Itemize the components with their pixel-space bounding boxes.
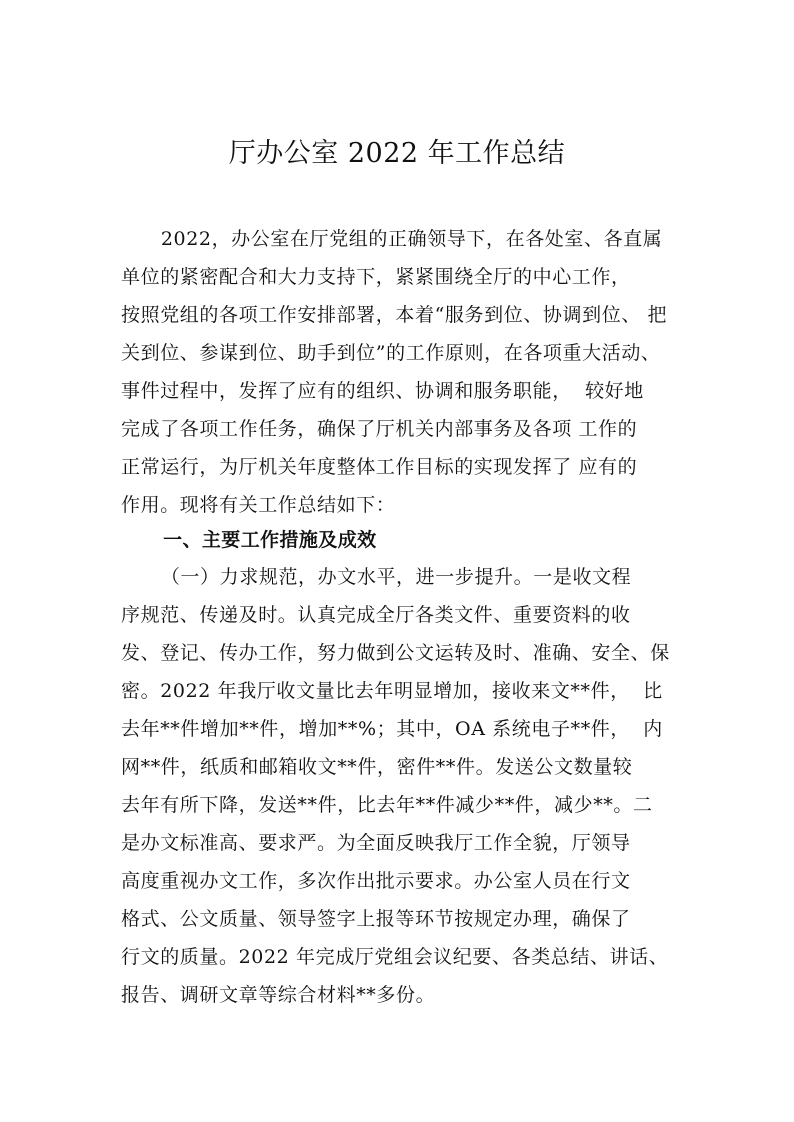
page-title: 厅办公室 2022 年工作总结 [228, 138, 566, 169]
intro-line: 完成了各项工作任务，确保了厅机关内部事务及各项 工作的 [121, 418, 638, 440]
intro-line: 事件过程中，发挥了应有的组织、协调和服务职能， 较好地 [121, 380, 644, 402]
body-line: 发、登记、传办工作，努力做到公文运转及时、准确、安全、保 [121, 642, 670, 664]
intro-line: 单位的紧密配合和大力支持下，紧紧围绕全厅的中心工作， [121, 266, 631, 288]
intro-line: 2022，办公室在厅党组的正确领导下，在各处室、各直属 [121, 228, 663, 250]
body-line: 去年有所下降，发送**件，比去年**件减少**件，减少**。二 [121, 794, 653, 816]
body-line: 行文的质量。2022 年完成厅党组会议纪要、各类总结、讲话、 [121, 946, 669, 968]
intro-line: 正常运行，为厅机关年度整体工作目标的实现发挥了 应有的 [121, 456, 638, 478]
intro-line: 按照党组的各项工作安排部署，本着“服务到位、协调到位、 把 [121, 304, 668, 326]
intro-line: 作用。现将有关工作总结如下： [121, 494, 396, 516]
body-line: 是办文标准高、要求严。为全面反映我厅工作全貌，厅领导 [121, 832, 631, 854]
body-line: 密。2022 年我厅收文量比去年明显增加，接收来文**件， 比 [121, 680, 663, 702]
body-line: 格式、公文质量、领导签字上报等环节按规定办理，确保了 [121, 908, 631, 930]
body-line: 报告、调研文章等综合材料**多份。 [121, 984, 436, 1006]
section-heading: 一、主要工作措施及成效 [121, 529, 377, 551]
intro-line: 关到位、参谋到位、助手到位”的工作原则，在各项重大活动、 [121, 342, 661, 364]
body-line: 序规范、传递及时。认真完成全厅各类文件、重要资料的收 [121, 604, 631, 626]
body-line: 去年**件增加**件，增加**%；其中，OA 系统电子**件， 内 [121, 718, 663, 740]
body-line: （一）力求规范，办文水平，进一步提升。一是收文程 [121, 566, 632, 588]
body-line: 网**件，纸质和邮箱收文**件，密件**件。发送公文数量较 [121, 756, 633, 778]
body-line: 高度重视办文工作，多次作出批示要求。办公室人员在行文 [121, 870, 631, 892]
